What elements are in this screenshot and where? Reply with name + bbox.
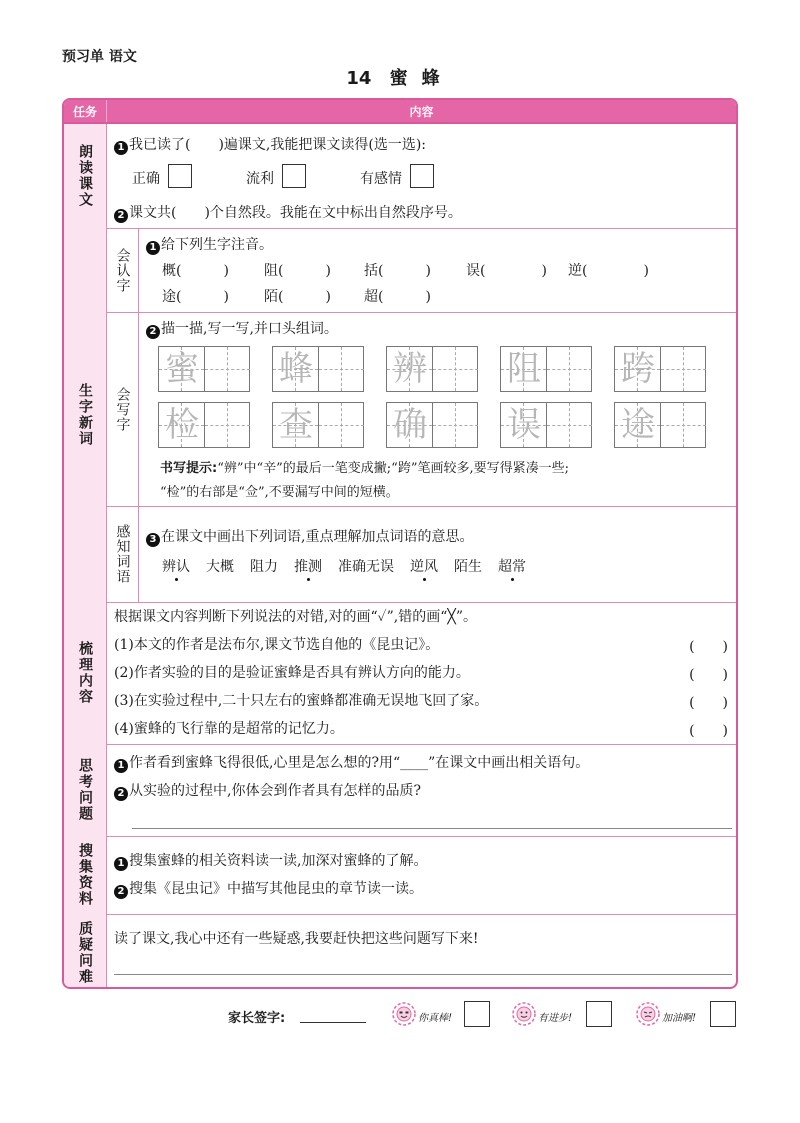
section-label-collect: 搜集资料 (64, 836, 107, 914)
answer-paren[interactable]: ( ) (689, 723, 728, 739)
option-label-correct: 正确 (132, 171, 160, 187)
badge-checkbox[interactable] (710, 1001, 736, 1027)
content-column-header: 内容 (409, 104, 434, 119)
option-checkbox-fluent[interactable] (282, 164, 306, 188)
sort-item: (2)作者实验的目的是验证蜜蜂是否具有辨认方向的能力。 (114, 665, 470, 681)
badge-keep-going (636, 1000, 740, 1028)
sun-face-icon (512, 1002, 536, 1026)
writing-grid[interactable] (386, 346, 478, 392)
sort-item: (4)蜜蜂的飞行靠的是超常的记忆力。 (114, 721, 344, 737)
q-number-badge: 1 (114, 141, 128, 155)
sub-label-perceive: 感知词语 (107, 506, 139, 602)
section-label-doubt: 质疑问难 (64, 914, 107, 989)
sun-face-icon (392, 1002, 416, 1026)
writing-tip-label: 书写提示: (160, 461, 218, 476)
trace-char: 查 (279, 405, 313, 445)
vocab-word: 陌生 (454, 559, 482, 575)
badge-great (392, 1000, 492, 1028)
write-question: 2 描一描,写一写,并口头组词。 (146, 320, 338, 339)
writing-grid[interactable] (386, 402, 478, 448)
badge-checkbox[interactable] (464, 1001, 490, 1027)
pinyin-item[interactable]: 阻( ) (264, 263, 331, 279)
writing-grid[interactable] (500, 402, 592, 448)
writing-grid[interactable] (272, 402, 364, 448)
q-number-badge: 1 (114, 857, 128, 871)
writing-tip-line2: “检”的右部是“佥”,不要漏写中间的短横。 (160, 485, 399, 500)
vocab-word: 逆风 (410, 559, 438, 575)
q-number-badge: 1 (114, 759, 128, 773)
trace-char: 误 (507, 405, 541, 445)
q-number-badge: 1 (146, 241, 160, 255)
think-q1: 1 作者看到蜜蜂飞得很低,心里是怎么想的?用“____”在课文中画出相关语句。 (114, 754, 589, 773)
section-label-reading: 朗读课文 (64, 124, 107, 228)
pinyin-item[interactable]: 逆( ) (568, 263, 649, 279)
q-number-badge: 2 (114, 209, 128, 223)
worksheet-table (62, 98, 738, 989)
sort-intro: 根据课文内容判断下列说法的对错,对的画“✓”,错的画“╳”。 (114, 609, 477, 625)
reading-q1: 1 我已读了( )遍课文,我能把课文读得(选一选): (114, 136, 426, 155)
badge-text: 你真棒! (418, 1013, 453, 1024)
writing-grid[interactable] (158, 346, 250, 392)
divider (64, 836, 736, 837)
option-checkbox-correct[interactable] (168, 164, 192, 188)
vocab-word: 阻力 (250, 559, 278, 575)
pinyin-item[interactable]: 途( ) (162, 289, 229, 305)
answer-line[interactable] (114, 974, 732, 975)
option-checkbox-emotional[interactable] (410, 164, 434, 188)
sun-face-icon (636, 1002, 660, 1026)
divider (107, 506, 736, 507)
sort-item: (3)在实验过程中,二十只左右的蜜蜂都准确无误地飞回了家。 (114, 693, 489, 709)
trace-char: 蜜 (165, 349, 199, 389)
task-column-header: 任务 (64, 100, 107, 122)
collect-q2: 2 搜集《昆虫记》中描写其他昆虫的章节读一读。 (114, 880, 423, 899)
writing-grid[interactable] (614, 402, 706, 448)
think-q2: 2 从实验的过程中,你体会到作者具有怎样的品质? (114, 782, 421, 801)
lesson-title (0, 64, 800, 90)
answer-paren[interactable]: ( ) (689, 639, 728, 655)
option-label-fluent: 流利 (246, 171, 274, 187)
trace-char: 蜂 (279, 349, 313, 389)
answer-paren[interactable]: ( ) (689, 667, 728, 683)
signature-line[interactable] (300, 1022, 366, 1023)
vocab-word: 辨认 (162, 559, 190, 575)
pinyin-item[interactable]: 陌( ) (264, 289, 331, 305)
trace-char: 确 (393, 405, 427, 445)
perceive-question: 3 在课文中画出下列词语,重点理解加点词语的意思。 (146, 528, 473, 547)
lesson-number: 14 (346, 68, 372, 89)
recognize-question: 1 给下列生字注音。 (146, 236, 273, 255)
reading-q2: 2 课文共( )个自然段。我能在文中标出自然段序号。 (114, 204, 462, 223)
pinyin-item[interactable]: 误( ) (466, 263, 547, 279)
writing-grid[interactable] (272, 346, 364, 392)
footer (0, 1000, 800, 1030)
signature-label: 家长签字: (228, 1011, 286, 1026)
pinyin-item[interactable]: 括( ) (364, 263, 431, 279)
writing-tip-line1: 书写提示:“辨”中“辛”的最后一笔变成撇;“跨”笔画较多,要写得紧凑一些; (160, 461, 569, 476)
sub-label-write: 会写字 (107, 312, 139, 506)
divider (64, 914, 736, 915)
section-label-sort: 梳理内容 (64, 602, 107, 744)
q-number-badge: 2 (146, 325, 160, 339)
pinyin-item[interactable]: 概( ) (162, 263, 229, 279)
badge-progress (512, 1000, 612, 1028)
writing-grid[interactable] (500, 346, 592, 392)
trace-char: 辨 (393, 349, 427, 389)
sort-item: (1)本文的作者是法布尔,课文节选自他的《昆虫记》。 (114, 637, 440, 653)
trace-char: 检 (165, 405, 199, 445)
section-label-think: 思考问题 (64, 744, 107, 836)
q-number-badge: 2 (114, 885, 128, 899)
vocab-word: 超常 (498, 559, 526, 575)
vocab-word: 大概 (206, 559, 234, 575)
badge-text: 有进步! (538, 1013, 573, 1024)
vocab-word: 推测 (294, 559, 322, 575)
q-number-badge: 3 (146, 533, 160, 547)
q-number-badge: 2 (114, 787, 128, 801)
header-label: 预习单 语文 (62, 49, 137, 65)
trace-char: 途 (621, 405, 655, 445)
writing-grid[interactable] (158, 402, 250, 448)
table-header (64, 100, 736, 124)
answer-line[interactable] (132, 828, 732, 829)
divider (107, 312, 736, 313)
badge-text: 加油啊! (662, 1013, 697, 1024)
vocab-word: 准确无误 (338, 559, 394, 575)
answer-paren[interactable]: ( ) (689, 695, 728, 711)
section-label-vocab: 生字新词 (64, 228, 107, 602)
option-label-emotional: 有感情 (360, 171, 402, 187)
vocab-word-list (162, 558, 542, 576)
trace-char: 跨 (621, 349, 655, 389)
lesson-name: 蜜蜂 (389, 68, 454, 89)
divider (64, 228, 736, 229)
divider (64, 744, 736, 745)
pinyin-item[interactable]: 超( ) (364, 289, 431, 305)
doubt-prompt: 读了课文,我心中还有一些疑惑,我要赶快把这些问题写下来! (114, 931, 479, 947)
badge-checkbox[interactable] (586, 1001, 612, 1027)
collect-q1: 1 搜集蜜蜂的相关资料读一读,加深对蜜蜂的了解。 (114, 852, 427, 871)
trace-char: 阻 (507, 349, 541, 389)
writing-grid[interactable] (614, 346, 706, 392)
sub-label-recognize: 会认字 (107, 228, 139, 312)
divider (64, 602, 736, 603)
